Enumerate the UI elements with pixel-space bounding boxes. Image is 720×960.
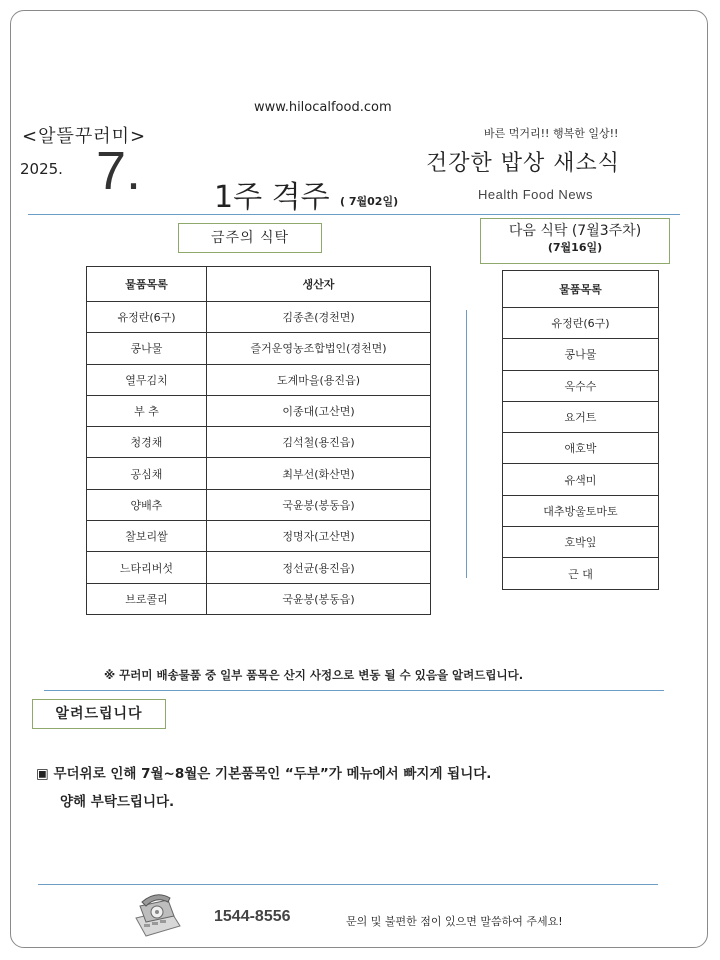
item-cell: 애호박 (503, 433, 659, 464)
item-cell: 찰보리쌀 (87, 521, 207, 552)
table-row (87, 552, 431, 583)
contact-text: 문의 및 불편한 점이 있으면 말씀하여 주세요! (346, 915, 563, 928)
telephone-icon (130, 888, 184, 940)
table-row (503, 558, 659, 589)
announcement-line-2: 양해 부탁드립니다. (60, 794, 175, 810)
producer-cell: 국윤봉(봉동읍) (207, 583, 431, 614)
column-divider (466, 310, 467, 578)
news-title: 건강한 밥상 새소식 (426, 151, 621, 176)
table-row (503, 370, 659, 401)
slogan: 바른 먹거리!! 행복한 일상!! (484, 127, 619, 140)
website-url: www.hilocalfood.com (254, 100, 392, 115)
column-header-item: 물품목록 (503, 271, 659, 308)
this-week-table (86, 266, 431, 615)
phone-number: 1544-8556 (214, 908, 291, 925)
producer-cell: 정선균(용진읍) (207, 552, 431, 583)
table-row (87, 489, 431, 520)
week-date: ( 7월02일) (340, 195, 399, 208)
producer-cell: 김종촌(경천면) (207, 302, 431, 333)
table-row (87, 427, 431, 458)
table-row (87, 364, 431, 395)
table-row (87, 302, 431, 333)
item-cell: 호박잎 (503, 527, 659, 558)
next-week-label-box (480, 218, 670, 264)
table-row (87, 583, 431, 614)
table-row (503, 433, 659, 464)
item-cell: 대추방울토마토 (503, 495, 659, 526)
week-title: 1주 격주 (214, 180, 330, 215)
footer-divider (38, 884, 658, 885)
table-row (87, 333, 431, 364)
item-cell: 브로콜리 (87, 583, 207, 614)
news-subtitle: Health Food News (478, 187, 593, 202)
issue-year: 2025. (20, 160, 63, 178)
item-cell: 열무김치 (87, 364, 207, 395)
item-cell: 콩나물 (87, 333, 207, 364)
producer-cell: 국윤봉(봉동읍) (207, 489, 431, 520)
table-row (503, 464, 659, 495)
producer-cell: 최부선(화산면) (207, 458, 431, 489)
item-cell: 부 추 (87, 395, 207, 426)
producer-cell: 정명자(고산면) (207, 521, 431, 552)
item-cell: 공심채 (87, 458, 207, 489)
header-divider (28, 214, 680, 215)
notice-text: ※ 꾸러미 배송물품 중 일부 품목은 산지 사정으로 변동 될 수 있음을 알려드립니다. (104, 668, 524, 682)
table-header-row (503, 271, 659, 308)
item-cell: 요거트 (503, 401, 659, 432)
column-header-item: 물품목록 (87, 267, 207, 302)
table-row (503, 495, 659, 526)
next-week-date: (7월16일) (547, 241, 603, 254)
brand-name: <알뜰꾸러미> (22, 126, 147, 147)
item-cell: 양배추 (87, 489, 207, 520)
item-cell: 유정란(6구) (87, 302, 207, 333)
producer-cell: 도계마을(용진읍) (207, 364, 431, 395)
table-row (87, 395, 431, 426)
item-cell: 콩나물 (503, 339, 659, 370)
item-cell: 옥수수 (503, 370, 659, 401)
issue-month: 7. (96, 141, 142, 201)
item-cell: 근 대 (503, 558, 659, 589)
item-cell: 유정란(6구) (503, 308, 659, 339)
column-header-producer: 생산자 (207, 267, 431, 302)
announcement-line-1: ▣ 무더위로 인해 7월~8월은 기본품목인 “두부”가 메뉴에서 빠지게 됩니다. (36, 766, 492, 782)
table-row (503, 527, 659, 558)
table-header-row (87, 267, 431, 302)
table-row (503, 308, 659, 339)
table-row (503, 339, 659, 370)
table-row (87, 521, 431, 552)
item-cell: 느타리버섯 (87, 552, 207, 583)
producer-cell: 김석철(용진읍) (207, 427, 431, 458)
announcement-label: 알려드립니다 (32, 699, 166, 729)
producer-cell: 즐거운영농조합법인(경천면) (207, 333, 431, 364)
notice-divider (44, 690, 664, 691)
table-row (503, 401, 659, 432)
table-row (87, 458, 431, 489)
next-week-label: 다음 식탁 (7월3주차) (508, 223, 642, 239)
item-cell: 유색미 (503, 464, 659, 495)
item-cell: 청경채 (87, 427, 207, 458)
producer-cell: 이종대(고산면) (207, 395, 431, 426)
next-week-table (502, 270, 659, 590)
this-week-label: 금주의 식탁 (178, 223, 322, 253)
